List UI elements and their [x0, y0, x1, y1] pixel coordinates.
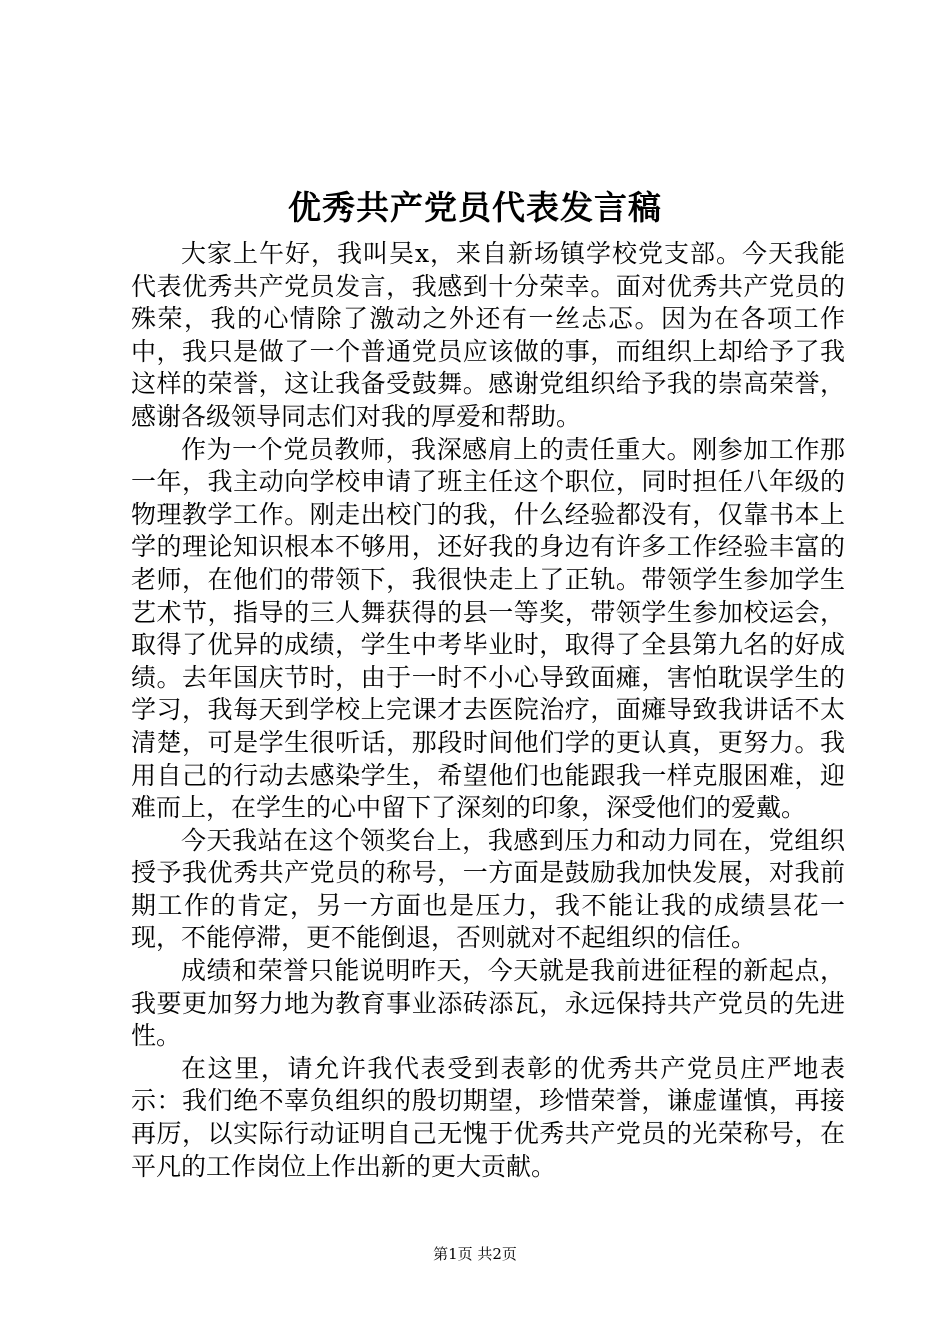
page-number-footer: 第1页 共2页 [433, 1245, 517, 1263]
document-title: 优秀共产党员代表发言稿 [288, 188, 662, 227]
paragraph-pressure-motivation: 今天我站在这个领奖台上，我感到压力和动力同在，党组织授予我优秀共产党员的称号，一方面是鼓励我加快发展，对我前期工作的肯定，另一方面也是压力，我不能让我的成绩昙花一现，不能停滞，更不能倒退，否则就对不起组织的信任。 [131, 825, 845, 953]
paragraph-pledge: 在这里，请允许我代表受到表彰的优秀共产党员庄严地表示：我们绝不辜负组织的殷切期望，珍惜荣誉，谦虚谨慎，再接再厉，以实际行动证明自己无愧于优秀共产党员的光荣称号，在平凡的工作岗位上作出新的更大贡献。 [131, 1053, 845, 1181]
paragraph-new-starting-point: 成绩和荣誉只能说明昨天，今天就是我前进征程的新起点，我要更加努力地为教育事业添砖添瓦，永远保持共产党员的先进性。 [131, 956, 845, 1051]
paragraph-greeting: 大家上午好，我叫吴x，来自新场镇学校党支部。今天我能代表优秀共产党员发言，我感到十分荣幸。面对优秀共产党员的殊荣，我的心情除了激动之外还有一丝忐忑。因为在各项工作中，我只是做了一个普通党员应该做的事，而组织上却给予了我这样的荣誉，这让我备受鼓舞。感谢党组织给予我的崇高荣誉，感谢各级领导同志们对我的厚爱和帮助。 [131, 239, 845, 431]
document-body [131, 238, 845, 1183]
paragraph-teaching-experience: 作为一个党员教师，我深感肩上的责任重大。刚参加工作那一年，我主动向学校申请了班主任这个职位，同时担任八年级的物理教学工作。刚走出校门的我，什么经验都没有，仅靠书本上学的理论知识根本不够用，还好我的身边有许多工作经验丰富的老师，在他们的带领下，我很快走上了正轨。带领学生参加学生艺术节，指导的三人舞获得的县一等奖，带领学生参加校运会，取得了优异的成绩，学生中考毕业时，取得了全县第九名的好成绩。去年国庆节时，由于一时不小心导致面瘫，害怕耽误学生的学习，我每天到学校上完课才去医院治疗，面瘫导致我讲话不太清楚，可是学生很听话，那段时间他们学的更认真，更努力。我用自己的行动去感染学生，希望他们也能跟我一样克服困难，迎难而上，在学生的心中留下了深刻的印象，深受他们的爱戴。 [131, 434, 845, 823]
